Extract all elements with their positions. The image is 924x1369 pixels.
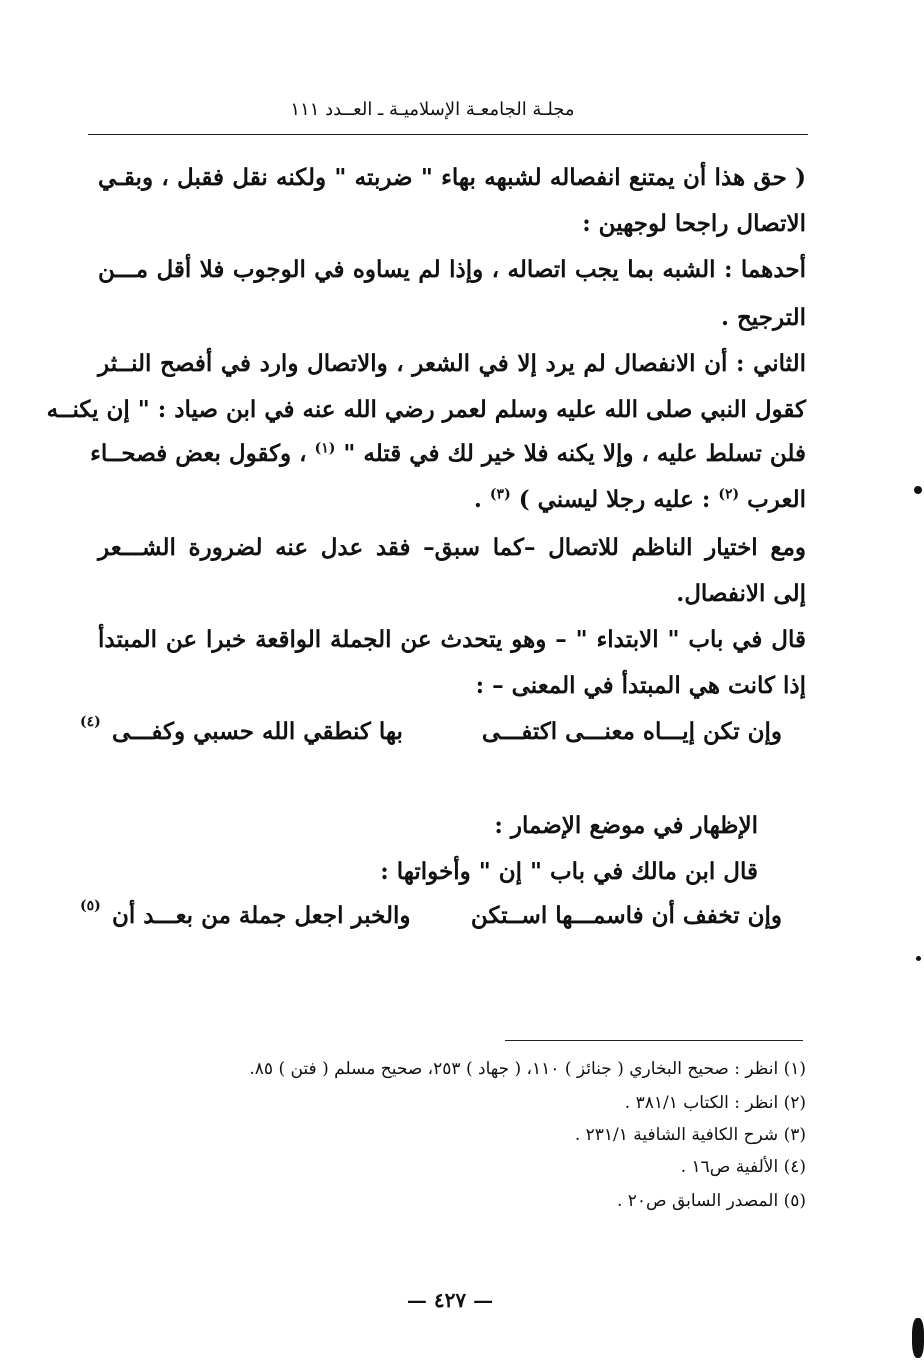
- body-line: إذا كانت هي المبتدأ في المعنى – :: [475, 672, 806, 699]
- footnote-item: (٤) الألفية ص١٦ .: [680, 1157, 806, 1177]
- body-text: .: [473, 486, 482, 513]
- body-text: ، وكقول بعض فصحــاء: [90, 440, 307, 467]
- verse-right-hemistich: وإن تكن إيـــاه معنـــى اكتفـــى: [481, 718, 782, 745]
- body-line: أحدهما : الشبه بما يجب اتصاله ، وإذا لم يساوه في الوجوب فلا أقل مـــن: [98, 256, 806, 283]
- page-number: — ٤٢٧ —: [406, 1288, 494, 1312]
- body-line: إلى الانفصال.: [676, 580, 806, 607]
- footnote-ref[interactable]: (١): [314, 440, 336, 457]
- body-line: الثاني : أن الانفصال لم يرد إلا في الشعر ، والاتصال وارد في أفصح النــثر: [98, 350, 806, 377]
- body-line: قال ابن مالك في باب " إن " وأخواتها :: [380, 858, 758, 885]
- footnote-ref[interactable]: (٤): [80, 714, 101, 730]
- body-line: الترجيح .: [720, 304, 806, 331]
- footnote-ref[interactable]: (٥): [80, 898, 101, 914]
- footnote-item: (٣) شرح الكافية الشافية ٢٣١/١ .: [574, 1125, 806, 1145]
- body-text: العرب: [747, 486, 806, 513]
- footnote-item: (١) انظر : صحيح البخاري ( جنائز ) ١١٠، ( جهاد ) ٢٥٣، صحيح مسلم ( فتن ) ٨٥.: [249, 1059, 806, 1079]
- body-text: فلن تسلط عليه ، وإلا يكنه فلا خير لك في قتله ": [343, 440, 806, 467]
- body-line: ( حق هذا أن يمتنع انفصاله لشبهه بهاء " ضربته " ولكنه نقل فقبل ، وبقـي: [98, 164, 806, 191]
- body-line-with-footnote: [98, 484, 806, 516]
- running-header: مجلـة الجامعـة الإسلاميـة ـ العــدد ١١١: [290, 99, 575, 120]
- verse-left-hemistich: بها كنطقي الله حسبي وكفـــى: [112, 718, 403, 745]
- header-rule: [88, 134, 808, 135]
- footnote-ref[interactable]: (٢): [718, 486, 740, 503]
- scan-mark: [912, 1318, 924, 1358]
- body-line-with-footnote: [90, 438, 806, 470]
- footnote-item: (٥) المصدر السابق ص٢٠ .: [616, 1191, 806, 1211]
- footnote-rule: [505, 1040, 803, 1041]
- verse-left-hemistich: والخبر اجعل جملة من بعـــد أن: [112, 902, 411, 929]
- verse-right-hemistich: وإن تخفف أن فاسمـــها اســتكن: [470, 902, 782, 929]
- body-text: : عليه رجلا ليسني ): [518, 486, 711, 513]
- body-line: كقول النبي صلى الله عليه وسلم لعمر رضي الله عنه في ابن صياد : " إن يكنــه: [46, 396, 806, 423]
- scan-mark: [914, 486, 922, 494]
- body-line: ومع اختيار الناظم للاتصال –كما سبق– فقد عدل عنه لضرورة الشـــعر: [98, 534, 806, 561]
- body-line: قال في باب " الابتداء " – وهو يتحدث عن الجملة الواقعة خبرا عن المبتدأ: [98, 626, 806, 653]
- section-heading: الإظهار في موضع الإضمار :: [494, 812, 758, 839]
- footnote-item: (٢) انظر : الكتاب ٣٨١/١ .: [624, 1093, 806, 1113]
- footnote-ref[interactable]: (٣): [489, 486, 511, 503]
- body-line: الاتصال راجحا لوجهين :: [582, 210, 806, 237]
- scan-mark: [916, 956, 921, 961]
